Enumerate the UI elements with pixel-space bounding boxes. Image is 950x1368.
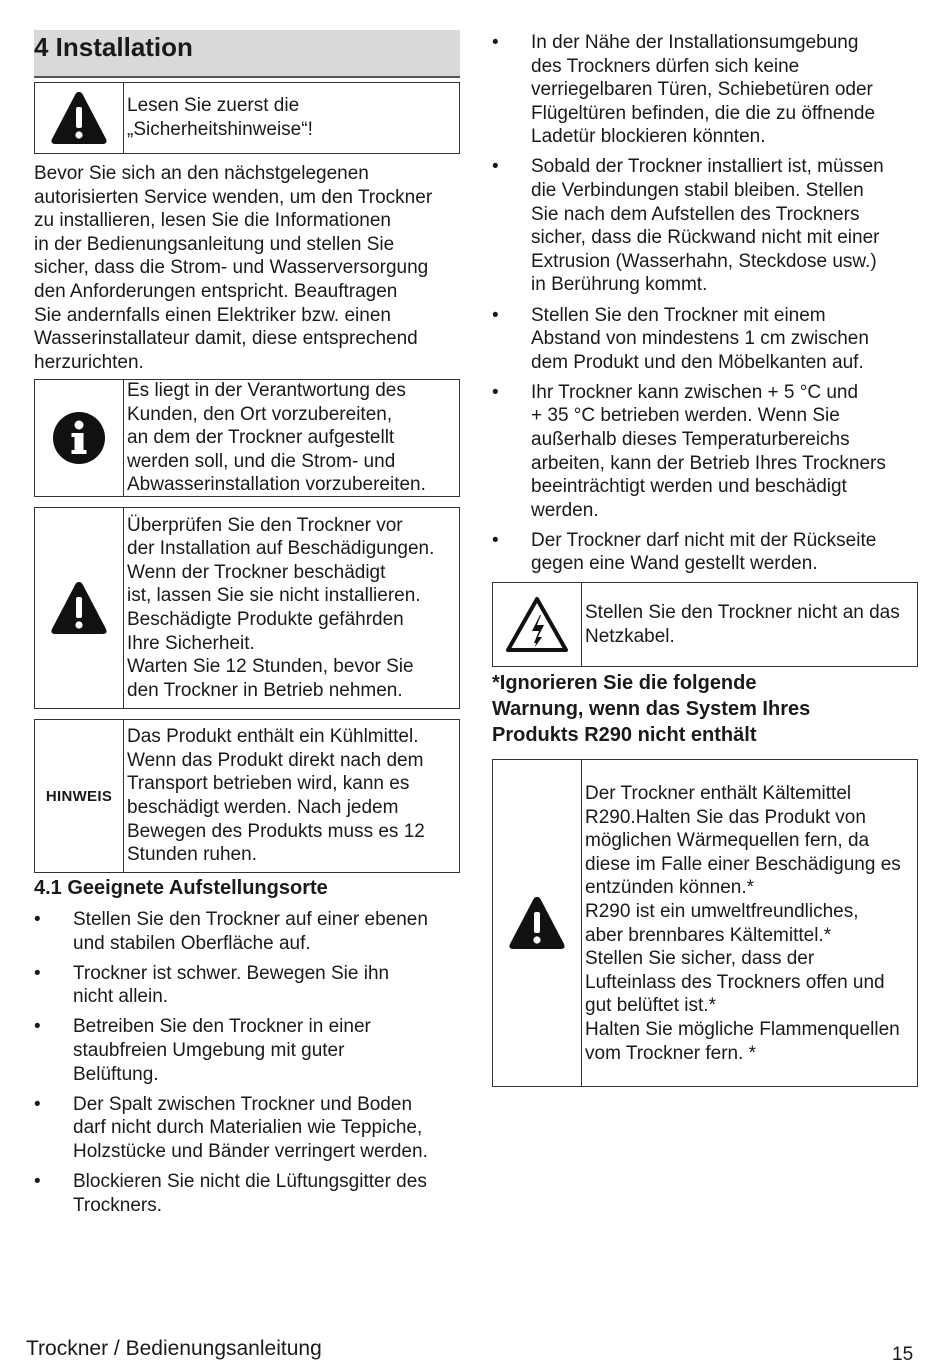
bullet-marker: • xyxy=(492,156,499,178)
bullet-marker: • xyxy=(34,909,41,930)
warning-icon xyxy=(49,89,109,147)
list-item xyxy=(34,908,464,955)
list-item xyxy=(34,962,464,1009)
warning-icon xyxy=(507,894,567,952)
bullet-marker: • xyxy=(34,1093,41,1115)
warning-icon xyxy=(49,579,109,637)
safety-note-text: Lesen Sie zuerst die „Sicherheitshinweise“! xyxy=(127,95,313,140)
right-bullet-list xyxy=(492,31,922,583)
list-item-text: Stellen Sie den Trockner auf einer ebenen und stabilen Oberfläche auf. xyxy=(73,909,428,954)
r290-heading: *Ignorieren Sie die folgende Warnung, wenn das System Ihres Produkts R290 nicht enthält xyxy=(492,672,811,746)
bullet-marker: • xyxy=(492,32,499,53)
damage-note-text: Überprüfen Sie den Trockner vor der Installation auf Beschädigungen. Wenn der Trockner beschädigt ist, lassen Sie sie nicht installieren. Beschädigte Produkte gefährden Ihre Sicherheit. Warten Sie 12 Stunden, bevor Sie den Trockner in Betrieb nehmen. xyxy=(127,514,435,701)
bullet-marker: • xyxy=(492,529,499,551)
icon-cell xyxy=(35,720,124,872)
note-text-cell xyxy=(124,380,430,496)
list-item-text: Trockner ist schwer. Bewegen Sie ihn nicht allein. xyxy=(73,962,390,1008)
electric-note-text: Stellen Sie den Trockner nicht an das Netzkabel. xyxy=(585,601,900,647)
page-number: 15 xyxy=(892,1344,914,1365)
icon-cell xyxy=(493,760,582,1086)
list-item xyxy=(492,304,922,375)
hinweis-note-text: Das Produkt enthält ein Kühlmittel. Wenn das Produkt direkt nach dem Transport betrieben wird, kann es beschädigt werden. Nach jedem Bewegen des Produkts muss es 12 Stunden ruhen. xyxy=(127,726,425,866)
bullet-marker: • xyxy=(492,381,499,403)
list-item xyxy=(34,1093,464,1164)
list-item-text: In der Nähe der Installationsumgebung des Trockners dürfen sich keine verriegelbaren Türen, Schiebetüren oder Flügeltüren befinden, die die zu öffnende Ladetür blockieren könnten. xyxy=(531,32,876,148)
icon-cell xyxy=(35,83,124,153)
list-item xyxy=(492,155,922,297)
note-text-cell xyxy=(582,760,905,1086)
list-item-text: Der Spalt zwischen Trockner und Boden darf nicht durch Materialien wie Teppiche, Holzstücke und Bänder verringert werden. xyxy=(73,1093,428,1162)
list-item-text: Stellen Sie den Trockner mit einem Abstand von mindestens 1 cm zwischen dem Produkt und den Möbelkanten auf. xyxy=(531,304,869,373)
safety-note xyxy=(34,82,460,154)
footer-title: Trockner / Bedienungsanleitung xyxy=(26,1337,322,1360)
icon-cell xyxy=(493,583,582,666)
list-item-text: Betreiben Sie den Trockner in einer staubfreien Umgebung mit guter Belüftung. xyxy=(73,1016,371,1085)
hinweis-label: HINWEIS xyxy=(45,787,113,805)
icon-cell xyxy=(35,508,124,708)
list-item xyxy=(492,31,922,149)
bullet-marker: • xyxy=(34,962,41,984)
page-title: 4 Installation xyxy=(34,32,193,62)
r290-note xyxy=(492,759,918,1087)
note-text-cell xyxy=(124,508,438,708)
list-item-text: Ihr Trockner kann zwischen + 5 °C und + 35 °C betrieben werden. Wenn Sie außerhalb dieses Temperaturbereichs arbeiten, kann der Betrieb Ihres Trockners beeinträchtigt werden und beschädigt werden. xyxy=(531,381,886,521)
hinweis-note xyxy=(34,719,460,873)
bullet-marker: • xyxy=(34,1016,41,1038)
bullet-marker: • xyxy=(492,304,499,326)
subsection-title: 4.1 Geeignete Aufstellungsorte xyxy=(34,877,328,899)
icon-cell xyxy=(35,380,124,496)
high-voltage-icon xyxy=(504,595,570,655)
damage-note xyxy=(34,507,460,709)
left-bullet-list xyxy=(34,908,464,1224)
r290-note-text: Der Trockner enthält Kältemittel R290.Halten Sie das Produkt von möglichen Wärmequellen fern, da diese im Falle einer Beschädigung es entzünden können.* R290 ist ein umweltfreundliches, aber brennbares Kältemittel.* Stellen Sie sicher, dass der Lufteinlass des Trockners offen und gut belüftet ist.* Halten Sie mögliche Flammenquellen vom Trockner fern. * xyxy=(585,783,901,1064)
list-item xyxy=(34,1170,464,1217)
list-item-text: Blockieren Sie nicht die Lüftungsgitter des Trockners. xyxy=(73,1170,427,1216)
list-item-text: Der Trockner darf nicht mit der Rückseite gegen eine Wand gestellt werden. xyxy=(531,529,877,575)
list-item-text: Sobald der Trockner installiert ist, müssen die Verbindungen stabil bleiben. Stellen Sie nach dem Aufstellen des Trockners sicher, dass die Rückwand nicht mit einer Extrusion (Wasserhahn, Steckdose usw.) in Berührung kommt. xyxy=(531,156,884,296)
electric-note xyxy=(492,582,918,667)
intro-paragraph: Bevor Sie sich an den nächstgelegenen autorisierten Service wenden, um den Trockner zu installieren, lesen Sie die Informationen in der Bedienungsanleitung und stellen Sie sicher, dass die Strom- und Wasserversorgung den Anforderungen entspricht. Beauftragen Sie andernfalls einen Elektriker bzw. einen Wasserinstallateur damit, diese entsprechend herzurichten. xyxy=(34,163,433,373)
note-text-cell xyxy=(124,720,429,872)
note-text-cell xyxy=(124,83,317,153)
list-item xyxy=(492,529,922,576)
info-icon xyxy=(51,410,107,466)
bullet-marker: • xyxy=(34,1170,41,1192)
list-item xyxy=(34,1015,464,1086)
info-note xyxy=(34,379,460,497)
info-note-text: Es liegt in der Verantwortung des Kunden, den Ort vorzubereiten, an dem der Trockner aufgestellt werden soll, und die Strom- und Abwasserinstallation vorzubereiten. xyxy=(127,380,426,496)
list-item xyxy=(492,381,922,523)
note-text-cell xyxy=(582,583,904,666)
section-title-bar xyxy=(34,30,460,78)
